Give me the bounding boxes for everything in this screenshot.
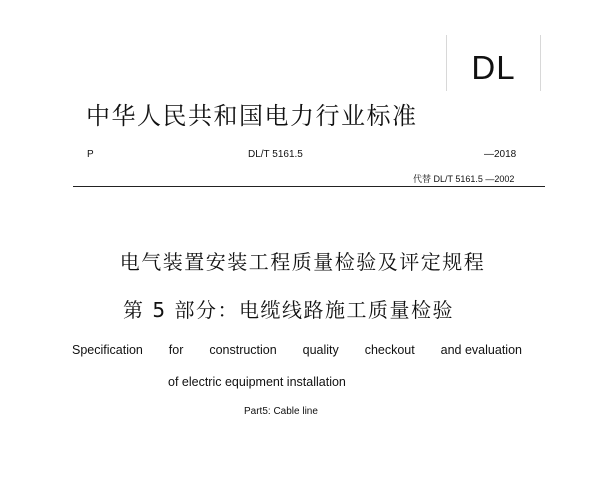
header-divider: [73, 186, 545, 187]
standard-number: DL/T 5161.5: [248, 149, 303, 160]
english-word: for: [168, 343, 184, 357]
english-word: quality: [302, 343, 339, 357]
part-title-cn: 第 5 部分：电缆线路施工质量检验: [123, 298, 454, 322]
english-word: Specification: [72, 343, 143, 357]
english-part-title: Part5: Cable line: [244, 406, 318, 417]
english-title-line1: [72, 343, 522, 358]
dl-logo: DL: [471, 49, 516, 86]
english-title-line2: of electric equipment installation: [168, 375, 346, 389]
classification-code: P: [87, 149, 94, 160]
replaces-standard: 代替 DL/T 5161.5 —2002: [413, 174, 515, 184]
standard-year: —2018: [484, 149, 517, 160]
english-word: and evaluation: [440, 343, 522, 357]
english-word: construction: [209, 343, 277, 357]
english-word: checkout: [364, 343, 415, 357]
standard-code-box: [446, 35, 541, 91]
main-title-cn: 电气装置安装工程质量检验及评定规程: [119, 250, 486, 274]
organization-title: 中华人民共和国电力行业标准: [86, 102, 418, 130]
